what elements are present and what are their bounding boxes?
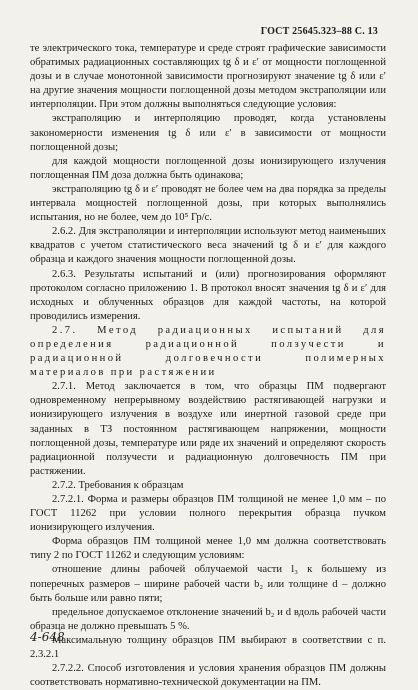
paragraph: предельное допускаемое отклонение значений b₂ и d вдоль рабочей части образца не должно превышать 5 %. — [30, 606, 386, 632]
paragraph: 2.7.2.1. Форма и размеры образцов ПМ толщиной не менее 1,0 мм – по ГОСТ 11262 при условии полного перекрытия образца пучком ионизирующего излучения. — [30, 494, 386, 534]
paragraph: для каждой мощности поглощенной дозы ионизирующего излучения поглощенная ПМ доза должна быть одинакова; — [30, 155, 386, 181]
paragraph: 2.6.3. Результаты испытаний и (или) прогнозирования оформляют протоколом согласно приложению 1. В протокол вносят значения tg δ и ε′ для исходных и облученных образцов для каждой частоты, на которой проводились измерения. — [30, 268, 386, 322]
paragraph: 2.7. Метод радиационных испытаний для определения радиационной ползучести и радиационной долговечности полимерных материалов при растяжении — [30, 324, 386, 379]
paragraph: отношение длины рабочей облучаемой части l₃ к большему из поперечных размеров – ширине рабочей части b₂ или толщине d – должно быть больше или равно пяти; — [30, 564, 386, 604]
paragraph: 2.7.1. Метод заключается в том, что образцы ПМ подвергают одновременному непрерывному воздействию растягивающей нагрузки и ионизирующего излучения в воздухе или инертной газовой среде при заданных в ТЗ постоянном растягивающем напряжении, мощности поглощенной дозы, температуре или ряде их значений и определяют скорость радиационной ползучести и радиационную долговечность ПМ при растяжении. — [30, 381, 386, 477]
paragraph: 2.7.2. Требования к образцам — [52, 479, 184, 491]
paragraph: Форма образцов ПМ толщиной менее 1,0 мм должна соответствовать типу 2 по ГОСТ 11262 и следующим условиям: — [30, 536, 386, 562]
paragraph: экстраполяцию и интерполяцию проводят, когда установлены закономерности изменения tg δ или ε′ в зависимости от мощности поглощенной дозы; — [30, 113, 386, 153]
paragraph: 2.7.2.2. Способ изготовления и условия хранения образцов ПМ должны соответствовать нормативно-технической документации на ПМ. — [30, 663, 386, 689]
document-body — [30, 42, 386, 690]
paragraph: Максимальную толщину образцов ПМ выбирают в соответствии с п. 2.3.2.1 — [30, 634, 386, 661]
paragraph: 2.6.2. Для экстраполяции и интерполяции используют метод наименьших квадратов с учетом статистического веса значений tg δ и ε′ для каждого образца и каждого значения мощности поглощенной дозы. — [30, 226, 386, 266]
page-footer-mark: 4-648 — [30, 630, 65, 644]
paragraph: те электрического тока, температуре и среде строят графические зависимости обратимых радиационных составляющих tg δ и ε′ от мощности поглощенной дозы и в случае монотонной зависимости прогнозируют значение tg δ или ε′ на другие значения мощности поглощенной дозы методом экстраполяции или интерполяции. При этом должны выполняться следующие условия: — [30, 43, 386, 111]
paragraph: экстраполяцию tg δ и ε′ проводят не более чем на два порядка за пределы интервала мощностей поглощенной дозы, при которых выполнялись испытания, но не более, чем до 10⁵ Гр/с. — [30, 183, 386, 224]
running-head: ГОСТ 25645.323–88 С. 13 — [260, 26, 378, 37]
